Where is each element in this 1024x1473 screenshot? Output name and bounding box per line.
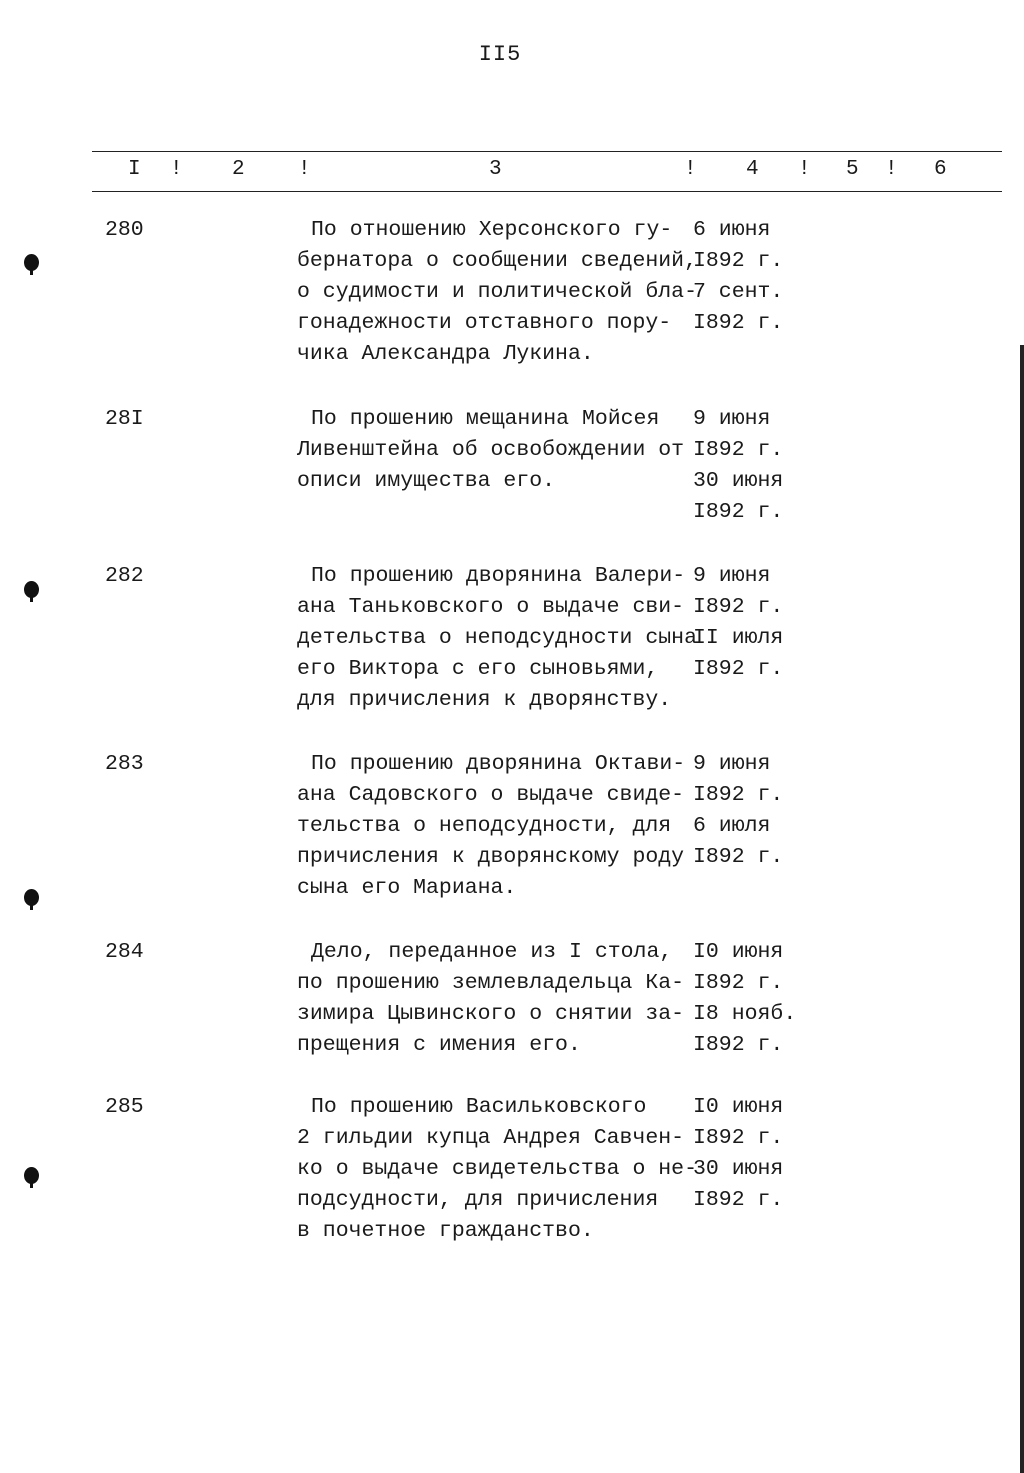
description-line: прещения с имения его. <box>297 1033 581 1057</box>
description-line: чика Александра Лукина. <box>297 342 594 366</box>
description-line: бернатора о сообщении сведений, <box>297 249 697 273</box>
entry-number: 28I <box>105 407 144 431</box>
date-line: 9 июня <box>693 752 771 776</box>
description-line: сына его Мариана. <box>297 876 517 900</box>
date-line: I892 г. <box>693 438 784 462</box>
column-separator: ! <box>170 158 183 181</box>
punch-hole-mark <box>24 254 39 271</box>
description-line: ана Таньковского о выдаче сви- <box>297 595 685 619</box>
description-line: ко о выдаче свидетельства о не- <box>297 1157 697 1181</box>
description-line: По прошению Васильковского <box>311 1095 647 1119</box>
description-line: По прошению дворянина Октави- <box>311 752 686 776</box>
date-line: 7 сент. <box>693 280 784 304</box>
date-line: I0 июня <box>693 940 784 964</box>
description-line: подсудности, для причисления <box>297 1188 659 1212</box>
entry-number: 282 <box>105 564 144 588</box>
date-line: I892 г. <box>693 1033 784 1057</box>
entry-description <box>297 404 697 497</box>
description-line: тельства о неподсудности, для <box>297 814 672 838</box>
column-header-1: I <box>128 158 141 181</box>
date-line: 30 июня <box>693 1157 784 1181</box>
date-line: 6 июня <box>693 218 771 242</box>
description-line: причисления к дворянскому роду <box>297 845 685 869</box>
date-line: I892 г. <box>693 845 784 869</box>
column-header-5: 5 <box>846 158 859 181</box>
punch-hole-mark <box>24 889 39 906</box>
column-separator: ! <box>798 158 811 181</box>
entry-dates <box>693 404 823 528</box>
entry-number: 285 <box>105 1095 144 1119</box>
punch-hole-mark <box>24 581 39 598</box>
scan-right-edge <box>1020 345 1024 1473</box>
description-line: детельства о неподсудности сына <box>297 626 697 650</box>
date-line: I892 г. <box>693 1126 784 1150</box>
date-line: I892 г. <box>693 595 784 619</box>
entry-dates <box>693 937 823 1061</box>
page-number: II5 <box>478 42 522 67</box>
date-line: I0 июня <box>693 1095 784 1119</box>
description-line: о судимости и политической бла- <box>297 280 697 304</box>
column-separator: ! <box>885 158 898 181</box>
header-bottom-rule <box>92 191 1002 192</box>
column-header-4: 4 <box>746 158 759 181</box>
entry-number: 283 <box>105 752 144 776</box>
entry-description <box>297 561 697 716</box>
date-line: I8 нояб. <box>693 1002 797 1026</box>
column-separator: ! <box>298 158 311 181</box>
entry-dates <box>693 749 823 873</box>
entry-description <box>297 937 697 1061</box>
punch-hole-mark <box>24 1167 39 1184</box>
description-line: в почетное гражданство. <box>297 1219 594 1243</box>
description-line: его Виктора с его сыновьями, <box>297 657 659 681</box>
date-line: II июля <box>693 626 784 650</box>
description-line: Ливенштейна об освобождении от <box>297 438 685 462</box>
date-line: I892 г. <box>693 657 784 681</box>
date-line: I892 г. <box>693 783 784 807</box>
header-top-rule <box>92 151 1002 152</box>
description-line: По отношению Херсонского гу- <box>311 218 673 242</box>
date-line: 9 июня <box>693 407 771 431</box>
date-line: I892 г. <box>693 311 784 335</box>
entry-dates <box>693 215 823 339</box>
column-header-2: 2 <box>232 158 245 181</box>
entry-description <box>297 215 697 370</box>
column-separator: ! <box>684 158 697 181</box>
entry-number: 280 <box>105 218 144 242</box>
entry-dates <box>693 1092 823 1216</box>
column-header-6: 6 <box>934 158 947 181</box>
entry-description <box>297 749 697 904</box>
description-line: 2 гильдии купца Андрея Савчен- <box>297 1126 685 1150</box>
description-line: для причисления к дворянству. <box>297 688 672 712</box>
date-line: I892 г. <box>693 500 784 524</box>
date-line: 6 июля <box>693 814 771 838</box>
entry-number: 284 <box>105 940 144 964</box>
description-line: По прошению мещанина Мойсея <box>311 407 660 431</box>
description-line: гонадежности отставного пору- <box>297 311 672 335</box>
description-line: ана Садовского о выдаче свиде- <box>297 783 685 807</box>
description-line: описи имущества его. <box>297 469 556 493</box>
date-line: 9 июня <box>693 564 771 588</box>
entry-dates <box>693 561 823 685</box>
date-line: I892 г. <box>693 971 784 995</box>
description-line: По прошению дворянина Валери- <box>311 564 686 588</box>
description-line: зимира Цывинского о снятии за- <box>297 1002 685 1026</box>
entry-description <box>297 1092 697 1247</box>
description-line: по прошению землевладельца Ка- <box>297 971 685 995</box>
date-line: I892 г. <box>693 249 784 273</box>
description-line: Дело, переданное из I стола, <box>311 940 673 964</box>
column-header-3: 3 <box>489 158 502 181</box>
date-line: I892 г. <box>693 1188 784 1212</box>
date-line: 30 июня <box>693 469 784 493</box>
